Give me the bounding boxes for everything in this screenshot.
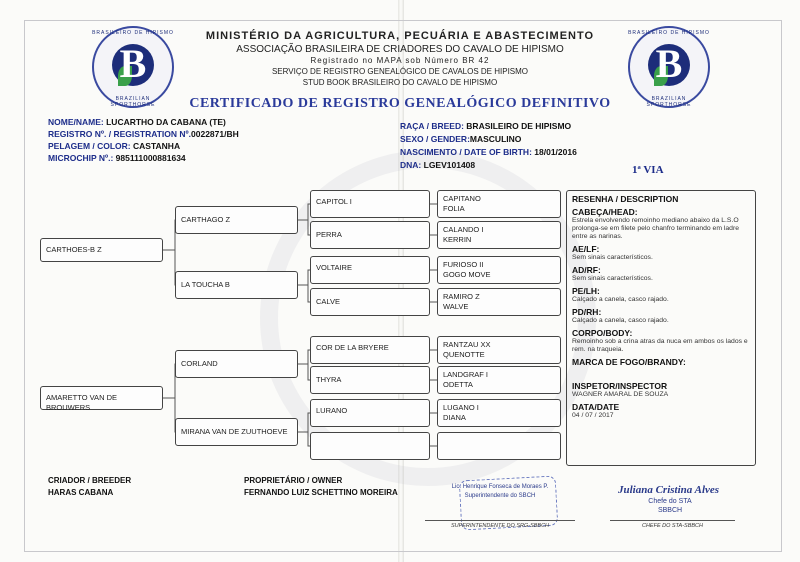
sire-box	[40, 238, 163, 262]
dna-code: LGEV101408	[423, 160, 476, 170]
date-label: DATA/DATE	[572, 402, 620, 412]
pedigree-name: WALVE	[443, 302, 469, 311]
pedigree-gen4-box	[437, 399, 561, 427]
pd-label: PD/RH:	[572, 307, 602, 317]
horse-name: LUCARTHO DA CABANA (TE)	[106, 117, 226, 127]
dam-box	[40, 386, 163, 410]
signature-2-role: Chefe do STA	[648, 498, 692, 505]
pe-text: Calçado a canela, casco rajado.	[572, 296, 669, 303]
ministry-heading: MINISTÉRIO DA AGRICULTURA, PECUÁRIA E ABASTECIMENTO	[205, 30, 595, 42]
pedigree-gen4-box	[437, 366, 561, 394]
inspection-date: 04 / 07 / 2017	[572, 412, 614, 419]
body-label: CORPO/BODY:	[572, 328, 633, 338]
breeder-name: HARAS CABANA	[48, 488, 114, 497]
service-line: SERVIÇO DE REGISTRO GENEALÓGICO DE CAVALOS DE HIPISMO	[271, 67, 529, 76]
dam-name: AMARETTO VAN DE BROUWERS	[46, 393, 117, 412]
head-label: CABEÇA/HEAD:	[572, 207, 638, 217]
pedigree-name: DIANA	[443, 413, 466, 422]
signature-1-caption: SUPERINTENDENTE DO SRG-SBBCH	[450, 523, 550, 529]
description-panel	[566, 190, 756, 466]
association-logo-right: BRASILEIRO DE HIPISMO B BRAZILIAN SPORTHORSE	[628, 26, 710, 108]
pedigree-name: LURANO	[316, 406, 348, 415]
pedigree-gen2-box	[175, 271, 298, 299]
sire-name: CARTHOES-B Z	[46, 245, 102, 254]
signature-2-script: Juliana Cristina Alves	[618, 484, 720, 496]
pedigree-name: CALANDO I	[443, 225, 484, 234]
registration-line: Registrado no MAPA sob Número BR 42	[310, 56, 490, 65]
pedigree-gen4-box	[437, 288, 561, 316]
certificate-title: CERTIFICADO DE REGISTRO GENEALÓGICO DEFINITIVO	[189, 96, 611, 111]
pedigree-gen4-box	[437, 432, 561, 460]
pedigree-name: THYRA	[316, 375, 342, 384]
pedigree-name: MIRANA VAN DE ZUUTHOEVE	[181, 427, 288, 436]
pedigree-name: FURIOSO II	[443, 260, 484, 269]
pedigree-gen3-box	[310, 190, 430, 218]
pedigree-name: LA TOUCHA B	[181, 280, 230, 289]
inspector-name: WAGNER AMARAL DE SOUZA	[572, 391, 669, 398]
body-text: Remoinho sob a crina atras da nuca em ambos os lados e rem. na traqueia.	[572, 338, 748, 353]
pedigree-name: COR DE LA BRYERE	[316, 343, 389, 352]
pedigree-name: CARTHAGO Z	[181, 215, 231, 224]
pedigree-gen2-box	[175, 418, 298, 446]
pedigree-gen4-box	[437, 190, 561, 218]
description-title: RESENHA / DESCRIPTION	[572, 194, 679, 204]
pedigree-name: GOGO MOVE	[443, 270, 491, 279]
signature-2-org: SBBCH	[657, 507, 683, 514]
pedigree-gen4-box	[437, 256, 561, 284]
pedigree-gen3-box	[310, 221, 430, 249]
pedigree-gen4-box	[437, 336, 561, 364]
pedigree-gen4-box	[437, 221, 561, 249]
signature-2-caption: CHEFE DO STA-SBBCH	[641, 523, 703, 529]
pedigree-name: KERRIN	[443, 235, 472, 244]
owner-label: PROPRIETÁRIO / OWNER	[244, 476, 343, 485]
pedigree-name: CALVE	[316, 297, 341, 306]
pedigree-gen2-box	[175, 206, 298, 234]
breed-row: RAÇA / BREED: BRASILEIRO DE HIPISMO	[400, 121, 572, 131]
pd-text: Calçado a canela, casco rajado.	[572, 317, 669, 324]
brand-label: MARCA DE FOGO/BRANDY:	[572, 357, 686, 367]
horse-color: CASTANHA	[133, 141, 181, 151]
pedigree-gen3-box	[310, 336, 430, 364]
pedigree-name: CORLAND	[181, 359, 218, 368]
breeder-label: CRIADOR / BREEDER	[48, 476, 132, 485]
pedigree-gen3-box	[310, 256, 430, 284]
signature-1-name: Lic. Henrique Fonseca de Moraes P.	[451, 484, 549, 490]
pedigree-gen3-box	[310, 399, 430, 427]
pe-label: PE/LH:	[572, 286, 600, 296]
dna-row: DNA: LGEV101408	[400, 160, 476, 170]
ad-text: Sem sinais característicos.	[572, 275, 653, 282]
birth-date: 18/01/2016	[534, 147, 577, 157]
pedigree-name: ODETTA	[443, 380, 473, 389]
pedigree-name: FOLIA	[443, 204, 465, 213]
pedigree-name: LANDGRAF I	[443, 370, 489, 379]
pedigree-gen3-box	[310, 288, 430, 316]
ae-label: AE/LF:	[572, 244, 600, 254]
owner-name: FERNANDO LUIZ SCHETTINO MOREIRA	[244, 488, 398, 497]
signature-1-role: Superintendente do SBCH	[464, 493, 536, 499]
pedigree-name: VOLTAIRE	[316, 263, 352, 272]
sex-row: SEXO / GENDER:MASCULINO	[400, 134, 522, 144]
microchip-number: 985111000881634	[115, 153, 186, 163]
ae-text: Sem sinais característicos.	[572, 254, 653, 261]
inspector-label: INSPETOR/INSPECTOR	[572, 381, 668, 391]
association-name: ASSOCIAÇÃO BRASILEIRA DE CRIADORES DO CAVALO DE HIPISMO	[236, 44, 564, 55]
association-logo-left: BRASILEIRO DE HIPISMO B BRAZILIAN SPORTHORSE	[92, 26, 174, 108]
head-text: Estrela envolvendo remoinho mediano abaixo da L.S.O prolonga-se em filete pelo chanfro terminando em ladre entre as narinas.	[572, 217, 739, 240]
studbook-line: STUD BOOK BRASILEIRO DO CAVALO DE HIPISMO	[302, 78, 498, 87]
via-label: 1ª VIA	[632, 164, 664, 176]
pedigree-gen3-box	[310, 366, 430, 394]
horse-sex: MASCULINO	[469, 134, 522, 144]
pedigree-name: PERRA	[316, 230, 342, 239]
ad-label: AD/RF:	[572, 265, 601, 275]
registration-number: 0022871/BH	[191, 129, 239, 139]
color-row: PELAGEM / COLOR: CASTANHA	[48, 141, 181, 151]
pedigree-gen2-box	[175, 350, 298, 378]
name-row: NOME/NAME: LUCARTHO DA CABANA (TE)	[48, 117, 226, 127]
pedigree-gen3-box	[310, 432, 430, 460]
pedigree-name: CAPITOL I	[316, 197, 352, 206]
pedigree-name: CAPITANO	[443, 194, 481, 203]
signature-1-line	[425, 520, 575, 521]
pedigree-name: RANTZAU XX	[443, 340, 491, 349]
microchip-row: MICROCHIP Nº.: 985111000881634	[48, 153, 186, 163]
horse-breed: BRASILEIRO DE HIPISMO	[466, 121, 572, 131]
registration-row: REGISTRO Nº. / REGISTRATION Nº.0022871/BH	[48, 129, 239, 139]
pedigree-name: QUENOTTE	[443, 350, 485, 359]
pedigree-name: RAMIRO Z	[443, 292, 480, 301]
pedigree-name: LUGANO I	[443, 403, 479, 412]
birth-row: NASCIMENTO / DATE OF BIRTH: 18/01/2016	[400, 147, 577, 157]
signature-2-line	[610, 520, 735, 521]
